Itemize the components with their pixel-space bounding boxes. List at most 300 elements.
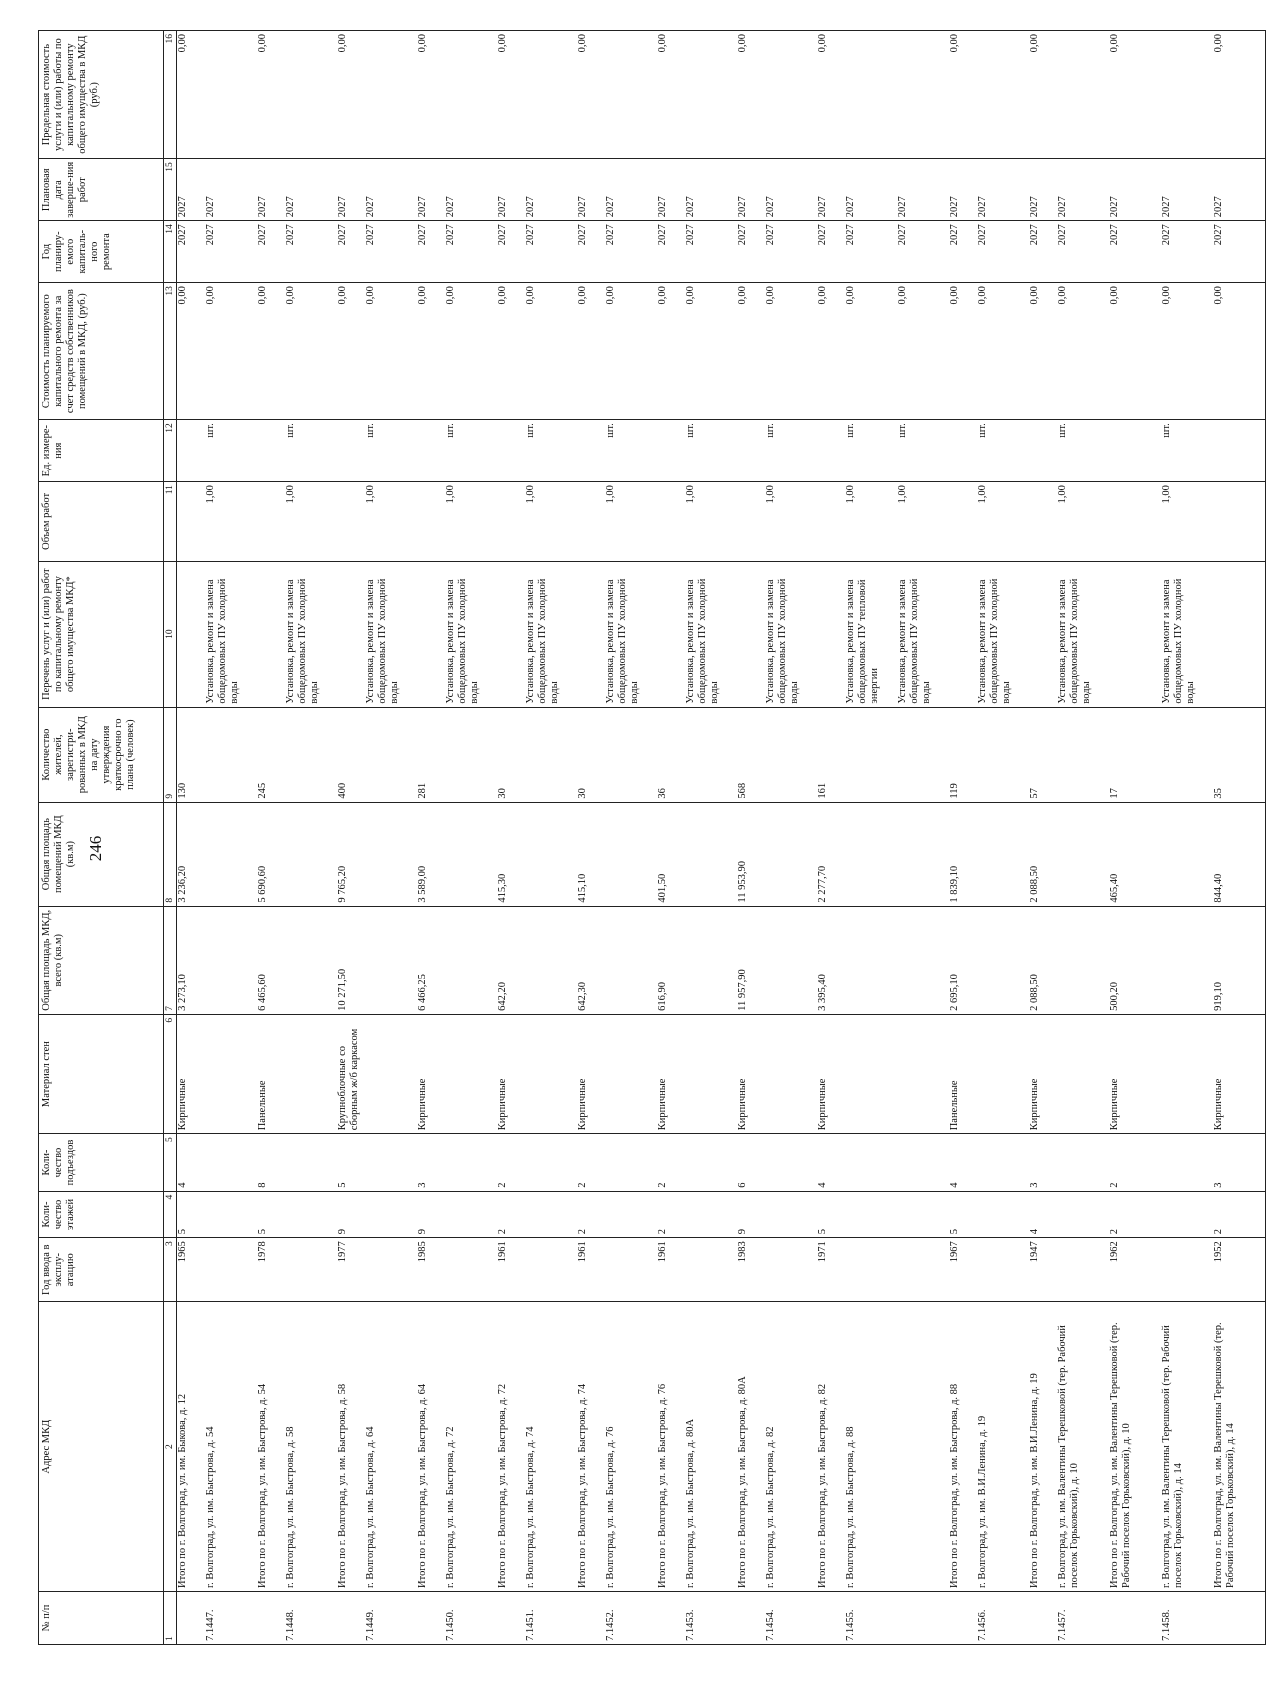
table-cell-wall (445, 1018, 497, 1130)
table-cell-yr: 2027 (685, 224, 696, 246)
table-cell-people (897, 711, 949, 799)
table-cell-floors: 5 (949, 1228, 960, 1235)
table-cell-year (685, 1241, 737, 1298)
table-cell-unit: шт. (845, 423, 856, 438)
table-cell-entr: 8 (257, 1182, 268, 1188)
table-cell-year: 1978 (257, 1241, 268, 1263)
table-cell-entr: 3 (417, 1182, 428, 1188)
table-cell-limit (445, 34, 497, 155)
table-cell-cost: 0,00 (337, 286, 348, 305)
table-cell-entr (977, 1137, 1029, 1187)
col-header-area: Общая площадь МКД, всего (кв.м) (39, 906, 164, 1014)
table-cell-area2 (205, 806, 257, 903)
table-cell-num (657, 1595, 685, 1641)
col-number: 7 (164, 906, 177, 1014)
table-cell-wall: Кирпичные (417, 1078, 428, 1131)
col-number: 11 (164, 482, 177, 562)
table-cell-area2 (365, 806, 417, 903)
table-cell-num: 7.1450. (445, 1609, 456, 1641)
table-cell-wall (685, 1018, 737, 1130)
table-cell-area (445, 910, 497, 1011)
table-cell-yr: 2027 (1057, 224, 1068, 246)
table-cell-addr: г. Волгоград, ул. им. Быстрова, д. 64 (365, 1426, 376, 1588)
table-cell-area2 (685, 806, 737, 903)
table-cell-done: 2027 (445, 196, 456, 218)
table-cell-year: 1962 (1109, 1241, 1120, 1263)
table-cell-area: 919,10 (1213, 982, 1224, 1011)
table-cell-floors: 9 (337, 1228, 348, 1235)
table-cell-addr: г. Волгоград, ул. им. Быстрова, д. 74 (525, 1426, 536, 1588)
col-header-entrances: Коли-чество подъездов (39, 1134, 164, 1191)
table-cell-addr: г. Волгоград, ул. им. Быстрова, д. 76 (605, 1426, 616, 1588)
table-cell-limit: 0,00 (177, 34, 188, 53)
table-cell-unit (949, 423, 977, 478)
table-cell-people (205, 711, 257, 799)
table-cell-cost: 0,00 (765, 286, 776, 305)
table-cell-floors (845, 1195, 897, 1234)
table-cell-floors: 2 (1213, 1228, 1224, 1235)
table-cell-year (605, 1241, 657, 1298)
table-cell-unit (497, 423, 525, 478)
repair-plan-table (38, 30, 1266, 1645)
table-cell-area (365, 910, 417, 1011)
table-cell-vol: 1,00 (205, 485, 216, 504)
table-cell-area2: 415,10 (577, 873, 588, 903)
table-cell-addr: Итого по г. Волгоград, ул. им. Быстрова, д. 80А (737, 1376, 748, 1588)
table-cell-work: Установка, ремонт и замена общедомовых ПУ холодной воды (897, 578, 933, 704)
table-cell-done: 2027 (657, 196, 668, 218)
table-cell-vol (657, 485, 685, 558)
table-cell-unit (737, 423, 765, 478)
table-cell-limit (845, 34, 897, 155)
table-cell-floors (365, 1195, 417, 1234)
table-cell-cost: 0,00 (285, 286, 296, 305)
table-cell-cost: 0,00 (497, 286, 508, 305)
table-cell-work (1029, 565, 1057, 704)
table-cell-unit: шт. (685, 423, 696, 438)
table-cell-year: 1971 (817, 1241, 828, 1263)
table-cell-unit (177, 423, 205, 478)
table-cell-entr: 3 (1029, 1182, 1040, 1188)
table-cell-year (897, 1241, 949, 1298)
table-cell-year: 1977 (337, 1241, 348, 1263)
table-cell-area (205, 910, 257, 1011)
col-header-residents: Количество жителей, зарегистри-рованных в МКД на дату утверждения краткосрочно го плана (человек) (39, 707, 164, 802)
table-cell-entr: 3 (1213, 1182, 1224, 1188)
table-cell-limit (1161, 34, 1213, 155)
table-cell-work: Установка, ремонт и замена общедомовых ПУ холодной воды (525, 578, 561, 704)
table-cell-floors: 2 (497, 1228, 508, 1235)
table-cell-area2 (445, 806, 497, 903)
table-cell-num: 7.1451. (525, 1609, 536, 1641)
table-cell-vol (1213, 485, 1265, 558)
table-cell-floors (897, 1195, 949, 1234)
table-cell-work: Установка, ремонт и замена общедомовых ПУ холодной воды (205, 578, 241, 704)
table-cell-limit (205, 34, 257, 155)
table-cell-limit: 0,00 (657, 34, 668, 53)
table-cell-work: Установка, ремонт и замена общедомовых ПУ холодной воды (605, 578, 641, 704)
table-cell-vol (817, 485, 845, 558)
table-cell-floors: 4 (1029, 1228, 1040, 1235)
column-number-row (164, 31, 177, 1645)
table-cell-yr: 2027 (337, 224, 348, 246)
table-cell-people: 245 (257, 782, 268, 799)
table-cell-area2: 5 690,60 (257, 865, 268, 903)
table-cell-addr: Итого по г. Волгоград, ул. им. Быстрова, д. 72 (497, 1383, 508, 1588)
table-cell-work (949, 565, 977, 704)
table-cell-done: 2027 (285, 196, 296, 218)
table-cell-num: 7.1452. (605, 1609, 616, 1641)
table-cell-wall (845, 1018, 897, 1130)
table-cell-unit: шт. (765, 423, 776, 438)
table-cell-people (365, 711, 417, 799)
table-cell-year (1161, 1241, 1213, 1298)
table-cell-unit: шт. (365, 423, 376, 438)
table-cell-area (845, 910, 897, 1011)
table-cell-entr: 2 (1109, 1182, 1120, 1188)
table-cell-floors: 9 (737, 1228, 748, 1235)
table-cell-cost: 0,00 (897, 286, 908, 305)
table-cell-work (177, 565, 205, 704)
table-cell-area: 11 957,90 (737, 969, 748, 1011)
table-cell-entr (1161, 1137, 1213, 1187)
table-cell-done: 2027 (1109, 196, 1120, 218)
table-cell-yr: 2027 (177, 224, 188, 246)
table-cell-done: 2027 (577, 196, 588, 218)
table-cell-yr: 2027 (257, 224, 268, 246)
table-cell-cost: 0,00 (577, 286, 588, 305)
table-cell-people (845, 711, 897, 799)
table-cell-area: 642,30 (577, 982, 588, 1011)
table-cell-limit (897, 34, 949, 155)
table-cell-vol: 1,00 (285, 485, 296, 504)
table-cell-addr (897, 1305, 949, 1588)
table-cell-wall: Панельные (257, 1080, 268, 1131)
table-cell-vol (1109, 485, 1161, 558)
table-cell-year: 1985 (417, 1241, 428, 1263)
table-cell-vol (257, 485, 285, 558)
table-cell-floors: 5 (257, 1228, 268, 1235)
table-cell-addr: Итого по г. Волгоград, ул. им. В.И.Ленина, д. 19 (1029, 1373, 1040, 1588)
table-cell-work (737, 565, 765, 704)
table-cell-vol (577, 485, 605, 558)
table-cell-done: 2027 (897, 196, 908, 218)
table-cell-entr: 4 (817, 1182, 828, 1188)
col-header-repair-year: Год планиру-емого капиталь-ного ремонта (39, 221, 164, 283)
table-cell-wall: Кирпичные (1109, 1078, 1120, 1131)
table-cell-yr: 2027 (497, 224, 508, 246)
table-cell-done: 2027 (1057, 196, 1068, 218)
cell-completion-column (177, 159, 1266, 221)
col-number: 12 (164, 420, 177, 482)
cell-residents-column (177, 707, 1266, 802)
table-cell-done: 2027 (605, 196, 616, 218)
table-cell-people: 30 (497, 788, 508, 799)
table-cell-area: 616,90 (657, 982, 668, 1011)
table-cell-year: 1983 (737, 1241, 748, 1263)
table-cell-addr: г. Волгоград, ул. им. Быстрова, д. 82 (765, 1426, 776, 1588)
table-cell-addr: Итого по г. Волгоград, ул. им. Быстрова, д. 88 (949, 1383, 960, 1588)
table-cell-people: 281 (417, 782, 428, 799)
table-cell-vol: 1,00 (977, 485, 988, 504)
table-cell-done: 2027 (417, 196, 428, 218)
table-cell-cost: 0,00 (1109, 286, 1120, 305)
table-cell-area: 2 695,10 (949, 974, 960, 1011)
table-cell-entr: 4 (949, 1182, 960, 1188)
cell-works-column (177, 561, 1266, 707)
table-cell-unit: шт. (605, 423, 616, 438)
table-cell-addr: Итого по г. Волгоград, ул. им. Быстрова, д. 76 (657, 1383, 668, 1588)
table-cell-unit (1109, 423, 1161, 478)
table-cell-area (1057, 910, 1109, 1011)
table-cell-cost: 0,00 (365, 286, 376, 305)
table-cell-num: 7.1448. (285, 1609, 296, 1641)
table-cell-done: 2027 (737, 196, 748, 218)
table-cell-area2: 2 088,50 (1029, 865, 1040, 903)
table-cell-limit: 0,00 (257, 34, 268, 53)
cell-wall-column (177, 1014, 1266, 1133)
table-cell-done: 2027 (977, 196, 988, 218)
cell-address-column (177, 1302, 1266, 1592)
table-cell-addr: Итого по г. Волгоград, ул. им. Валентины Терешковой (тер. Рабочий поселок Горьковский), д. 10 (1109, 1322, 1133, 1588)
table-cell-floors: 5 (817, 1228, 828, 1235)
table-cell-yr: 2027 (605, 224, 616, 246)
table-cell-people: 57 (1029, 788, 1040, 799)
table-cell-done: 2027 (1161, 196, 1172, 218)
table-cell-entr (525, 1137, 577, 1187)
table-cell-year (365, 1241, 417, 1298)
table-cell-area2 (1057, 806, 1109, 903)
col-header-address: Адрес МКД (39, 1302, 164, 1592)
table-cell-vol: 1,00 (765, 485, 776, 504)
table-cell-addr: г. Волгоград, ул. им. Быстрова, д. 58 (285, 1426, 296, 1588)
table-cell-floors: 2 (577, 1228, 588, 1235)
table-cell-addr: г. Волгоград, ул. им. Валентины Терешковой (тер. Рабочий поселок Горьковский), д. 14 (1161, 1325, 1185, 1588)
table-cell-entr (685, 1137, 737, 1187)
table-cell-wall: Кирпичные (177, 1078, 188, 1131)
table-cell-unit (1213, 423, 1265, 478)
col-header-works: Перечень услуг и (или) работ по капитальному ремонту общего имущества МКД* (39, 561, 164, 707)
col-number: 1 (164, 1591, 177, 1644)
col-number: 2 (164, 1302, 177, 1592)
table-cell-area (765, 910, 817, 1011)
table-cell-entr (365, 1137, 417, 1187)
table-cell-floors (285, 1195, 337, 1234)
table-cell-wall: Кирпичные (657, 1078, 668, 1131)
table-cell-work (497, 565, 525, 704)
table-cell-people: 30 (577, 788, 588, 799)
table-cell-yr: 2027 (949, 224, 960, 246)
table-cell-limit: 0,00 (1213, 34, 1224, 53)
table-cell-floors: 5 (177, 1228, 188, 1235)
table-cell-yr: 2027 (577, 224, 588, 246)
table-cell-addr: Итого по г. Волгоград, ул. им. Быстрова, д. 64 (417, 1383, 428, 1588)
table-cell-addr: г. Волгоград, ул. им. Быстрова, д. 88 (845, 1426, 856, 1588)
table-cell-cost: 0,00 (737, 286, 748, 305)
col-header-volume: Объем работ (39, 482, 164, 562)
table-cell-year (205, 1241, 257, 1298)
table-cell-cost: 0,00 (257, 286, 268, 305)
table-cell-yr: 2027 (365, 224, 376, 246)
table-cell-limit (605, 34, 657, 155)
col-header-year: Год ввода в эксплу-атацию (39, 1238, 164, 1302)
table-cell-year (977, 1241, 1029, 1298)
table-cell-num (1029, 1595, 1057, 1641)
table-cell-limit (977, 34, 1029, 155)
table-cell-area2 (1161, 806, 1213, 903)
table-cell-people (977, 711, 1029, 799)
table-cell-area2: 2 277,70 (817, 865, 828, 903)
col-number: 13 (164, 283, 177, 420)
table-cell-unit (817, 423, 845, 478)
table-cell-floors (977, 1195, 1029, 1234)
cell-volume-column (177, 482, 1266, 562)
table-cell-yr: 2027 (765, 224, 776, 246)
header-row (39, 31, 164, 1645)
table-cell-cost: 0,00 (417, 286, 428, 305)
table-cell-people: 119 (949, 783, 960, 799)
table-cell-wall (205, 1018, 257, 1130)
col-header-wall: Материал стен (39, 1014, 164, 1133)
table-cell-work (257, 565, 285, 704)
table-cell-unit: шт. (977, 423, 988, 438)
table-cell-entr (1057, 1137, 1109, 1187)
table-cell-floors (685, 1195, 737, 1234)
table-cell-yr: 2027 (525, 224, 536, 246)
table-cell-entr (205, 1137, 257, 1187)
table-cell-people (525, 711, 577, 799)
table-cell-area: 642,20 (497, 982, 508, 1011)
table-cell-people (1057, 711, 1109, 799)
table-cell-area2 (845, 806, 897, 903)
table-cell-done: 2027 (1213, 196, 1224, 218)
table-cell-floors (205, 1195, 257, 1234)
table-cell-done: 2027 (205, 196, 216, 218)
table-cell-work (337, 565, 365, 704)
table-cell-wall: Кирпичные (497, 1078, 508, 1131)
table-cell-area2 (525, 806, 577, 903)
col-header-completion: Плановая дата заверше-ния работ (39, 159, 164, 221)
table-cell-unit: шт. (525, 423, 536, 438)
table-cell-limit: 0,00 (417, 34, 428, 53)
table-cell-cost: 0,00 (1057, 286, 1068, 305)
table-cell-entr (285, 1137, 337, 1187)
table-cell-limit: 0,00 (1029, 34, 1040, 53)
table-cell-entr: 6 (737, 1182, 748, 1188)
table-cell-year: 1952 (1213, 1241, 1224, 1263)
table-cell-num: 7.1447. (205, 1609, 216, 1641)
table-cell-area: 6 466,25 (417, 974, 428, 1011)
table-cell-floors (765, 1195, 817, 1234)
table-cell-done: 2027 (257, 196, 268, 218)
table-cell-wall: Кирпичные (817, 1078, 828, 1131)
table-cell-people: 400 (337, 782, 348, 799)
table-cell-vol: 1,00 (445, 485, 456, 504)
table-cell-work: Установка, ремонт и замена общедомовых ПУ холодной воды (365, 578, 401, 704)
table-cell-cost: 0,00 (1213, 286, 1224, 305)
table-cell-floors: 2 (1109, 1228, 1120, 1235)
table-cell-year (845, 1241, 897, 1298)
table-cell-unit: шт. (445, 423, 456, 438)
table-cell-yr: 2027 (737, 224, 748, 246)
table-cell-year (285, 1241, 337, 1298)
table-cell-done: 2027 (365, 196, 376, 218)
table-cell-vol (1029, 485, 1057, 558)
col-header-num: № п/п (39, 1591, 164, 1644)
table-cell-cost: 0,00 (1161, 286, 1172, 305)
col-number: 5 (164, 1134, 177, 1191)
table-cell-vol (177, 485, 205, 558)
table-cell-people (285, 711, 337, 799)
table-cell-done: 2027 (1029, 196, 1040, 218)
cell-repair-year-column (177, 221, 1266, 283)
cell-cost-column (177, 283, 1266, 420)
table-cell-yr: 2027 (845, 224, 856, 246)
table-cell-addr: г. Волгоград, ул. им. В.И.Ленина, д. 19 (977, 1415, 988, 1588)
table-cell-area: 6 465,60 (257, 974, 268, 1011)
table-cell-limit (1057, 34, 1109, 155)
table-cell-yr: 2027 (897, 224, 908, 246)
table-cell-wall (977, 1018, 1029, 1130)
table-cell-vol: 1,00 (685, 485, 696, 504)
table-cell-year: 1965 (177, 1241, 188, 1263)
table-cell-area2: 415,30 (497, 873, 508, 903)
col-number: 3 (164, 1238, 177, 1302)
table-cell-num (737, 1595, 765, 1641)
table-cell-people: 130 (177, 782, 188, 799)
table-cell-addr: Итого по г. Волгоград, ул. им. Быстрова, д. 82 (817, 1383, 828, 1588)
table-cell-unit: шт. (285, 423, 296, 438)
table-cell-limit (765, 34, 817, 155)
col-header-floors: Коли-чество этажей (39, 1191, 164, 1237)
table-cell-vol: 1,00 (605, 485, 616, 504)
table-cell-work (1213, 565, 1265, 704)
table-cell-work (817, 565, 845, 704)
table-cell-year (525, 1241, 577, 1298)
cell-unit-column (177, 420, 1266, 482)
table-cell-limit: 0,00 (337, 34, 348, 53)
table-cell-entr (845, 1137, 897, 1187)
table-cell-yr: 2027 (817, 224, 828, 246)
col-header-unit: Ед. измере-ния (39, 420, 164, 482)
table-cell-people: 36 (657, 788, 668, 799)
cell-floors-column (177, 1191, 1266, 1237)
col-number: 4 (164, 1191, 177, 1237)
table-cell-cost: 0,00 (657, 286, 668, 305)
table-cell-done: 2027 (845, 196, 856, 218)
table-body-row (177, 31, 1266, 1645)
table-cell-done: 2027 (765, 196, 776, 218)
table-cell-area2: 3 236,20 (177, 865, 188, 903)
table-cell-work (577, 565, 605, 704)
table-cell-work: Установка, ремонт и замена общедомовых ПУ холодной воды (285, 578, 321, 704)
table-cell-floors (1161, 1195, 1213, 1234)
table-cell-num (577, 1595, 605, 1641)
table-cell-floors (605, 1195, 657, 1234)
table-cell-area2: 9 765,20 (337, 865, 348, 903)
table-cell-limit (285, 34, 337, 155)
table-cell-addr: г. Волгоград, ул. им. Быстрова, д. 54 (205, 1426, 216, 1588)
col-header-limit: Предельная стоимость услуги и (или) работы по капитальному ремонту общего имущества в МКД (руб.) (39, 31, 164, 159)
table-cell-floors (525, 1195, 577, 1234)
table-cell-area: 3 395,40 (817, 974, 828, 1011)
table-cell-work (657, 565, 685, 704)
table-cell-done: 2027 (497, 196, 508, 218)
table-cell-num (949, 1595, 977, 1641)
table-cell-year: 1947 (1029, 1241, 1040, 1263)
table-cell-cost: 0,00 (445, 286, 456, 305)
table-cell-wall: Крупноблочные со сборным ж/б каркасом (337, 1028, 361, 1131)
